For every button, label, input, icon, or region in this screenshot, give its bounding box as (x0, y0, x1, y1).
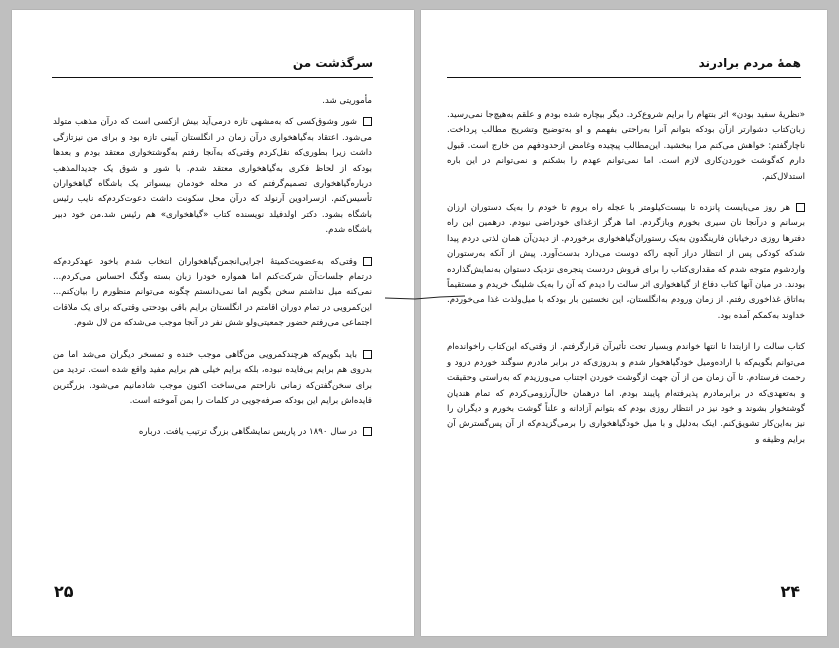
paragraph: کتاب سالت را ازابتدا تا انتها خواندم وبسیار تحت تأثیرآن قرارگرفتم. از وقتی‌که این‌کتاب راخوانده‌ام می‌توانم بگویم‌که با اراده‌ومیل خودگیاهخوار شدم و بدروزی‌که در برابر مادرم سوگند خوردم درود و رحمت فرستادم. تا آن زمان من از آن جهت ازگوشت خوردن اجتناب می‌ورزیدم که به‌راستی وحقیقت و به‌تعهدی‌که در برابرمادرم پذیرفته‌ام پایبند بودم. اما درهمان حال‌آرزومی‌کردم که تمام هندیان گوشتخوار بشوند و خود نیز در انتظار روزی بودم که بتوانم آزادانه و علناً گوشت بخورم و دیگران را نیز به‌این‌کار تشویق‌کنم. اینک به‌دلیل و با میل خودگیاهخواری را برمی‌گزیدم‌که از آن پس‌گسترش آن برایم وظیفه و (447, 342, 805, 445)
bullet-box-icon (363, 257, 372, 266)
paragraph: شور وشوق‌کسی که به‌مشهی تازه درمی‌آید بیش ازکسی است که درآن مذهب متولد می‌شود. اعتقاد به‌گیاهخواری درآن زمان در انگلستان آیینی تازه بود و برای من نیزتازگی داشت زیرا بطوری‌که نقل‌کردم وقتی‌که به‌آنجا رفتم به‌گوشتخواری معتقد بودم و بعدها بودکه از لحاظ فکری به‌گیاهخواری معتقد شدم. با شور و شوق یک جدیدالمذهب درباره‌گیاهخواری تصمیم‌گرفتم که در محله خودمان بیسواتر یک باشگاه گیاهخواران تأسیس‌کنم. ازسرادوین آرنولد که درآن محل سکونت داشت دعوت‌کردم‌که نایب رئیس باشگاه بشود. دکتر اولدفیلد نویسنده کتاب «گیاهخواری» هم رئیس شد.من خود دبیر باشگاه شدم. (53, 117, 372, 236)
paragraph-intro: مأموریتی شد. (322, 96, 372, 106)
paragraph: باید بگویم‌که هرچندکمرویی من‌گاهی موجب خنده و تمسخر دیگران می‌شد اما من بدروی هم برایم بی‌فایده نبوده، بلکه برایم خیلی هم برایم مفید واقع شده است. تردید من برای سخن‌گفتن‌که زمانی ناراحتم می‌ساخت اکنون موجب شادمانیم می‌شود. بزرگترین فایده‌اش برایم این بودکه صرفه‌جویی در کلمات را بمن آموخته است. (53, 349, 372, 406)
bullet-box-icon (363, 427, 372, 436)
page-body (447, 108, 805, 464)
page-number: ۲۵ (54, 582, 74, 601)
bullet-box-icon (363, 117, 372, 126)
paragraph: هر روز می‌بایست پانزده تا بیست‌کیلومتر با عجله راه بروم تا خودم را به‌یک دستوران ارزان برسانم و درآنجا نان سیری بخورم وبازگردم. اما هرگز ازغذای خودراضی نبودم. درهمین این راه دفترها روزی درخیابان فارینگدون به‌یک رستوران‌گیاهخواری برخوردم. از دیدن‌آن همان لذتی دردم پیدا شدکه کودکی پس از انتظار دراز آنچه را‌که دوست می‌دارد بدست‌آورد. پیش از آنکه به‌رستوران واردشوم متوجه شدم که مقداری‌کتاب را برای فروش دردست پنجره‌ی نزدیک دستوان به‌نمایش‌گذارده بودند. در میان آنها کتاب دفاع از گیاهخواری اثر سالت را دیدم که آن را به‌یک شلینگ خریدم و مستقیماً به‌اتاق غذاخوری رفتم. از زمان ورودم به‌انگلستان، این نخستین بار بودکه با میل‌ولذت غذا می‌خوردم. خداوند به‌کمکم آمده بود. (447, 203, 805, 321)
running-header: همهٔ مردم برادرند (698, 56, 801, 70)
paragraph: وقتی‌که به‌عضویت‌کمیتهٔ اجرایی‌انجمن‌گیاهخواران انتخاب شدم باخود عهدکردم‌که درتمام جلسات‌آن شرکت‌کنم اما همواره خودرا زبان بسته وگنگ احساس می‌کردم... نمی‌کنه میل نداشتم سخن بگویم اما نمی‌دانستم چگونه می‌توانم منظورم را بیان‌کنم... این‌کمرویی در تمام دوران اقامتم در انگلستان برایم باقی بودحتی وقتی‌که برای یک ملاقات اجتماعی می‌رفتم حضور جمعیتی‌ولو شش نفر در آنجا موجب می‌شدکه من لال شوم. (53, 256, 372, 329)
paragraph: در سال ۱۸۹۰ در پاریس نمایشگاهی بزرگ ترتیب یافت. درباره (53, 425, 372, 440)
page-body (53, 94, 372, 457)
bullet-box-icon (796, 203, 805, 212)
running-header: سرگذشت من (292, 56, 373, 70)
page-number: ۲۴ (780, 582, 800, 601)
book-page-left (12, 10, 414, 636)
paragraph: «نظریهٔ سفید بودن» اثر بنتهام را برایم شروع‌کرد. دیگر بیچاره شده بودم و علقم به‌هیچ‌جا نمی‌رسید. زبان‌کتاب دشوارتر ازآن بودکه بتوانم آنرا به‌راحتی بفهمم و او به‌توضیح وتشریح مطالب پرداخت. ناچارگفتم: خواهش می‌کنم مرا ببخشید. این‌مطالب پیچیده وغامض ازحدودفهم من خارج است. قبول دارم که‌گوشت خوردن‌کاری لازم است. اما نمی‌توانم عهدم را بشکنم و نمی‌توانم در این باره استدلال‌کنم. (447, 110, 805, 182)
bullet-box-icon (363, 350, 372, 359)
header-rule (447, 77, 801, 78)
header-rule (52, 77, 373, 78)
book-page-right (421, 10, 827, 636)
